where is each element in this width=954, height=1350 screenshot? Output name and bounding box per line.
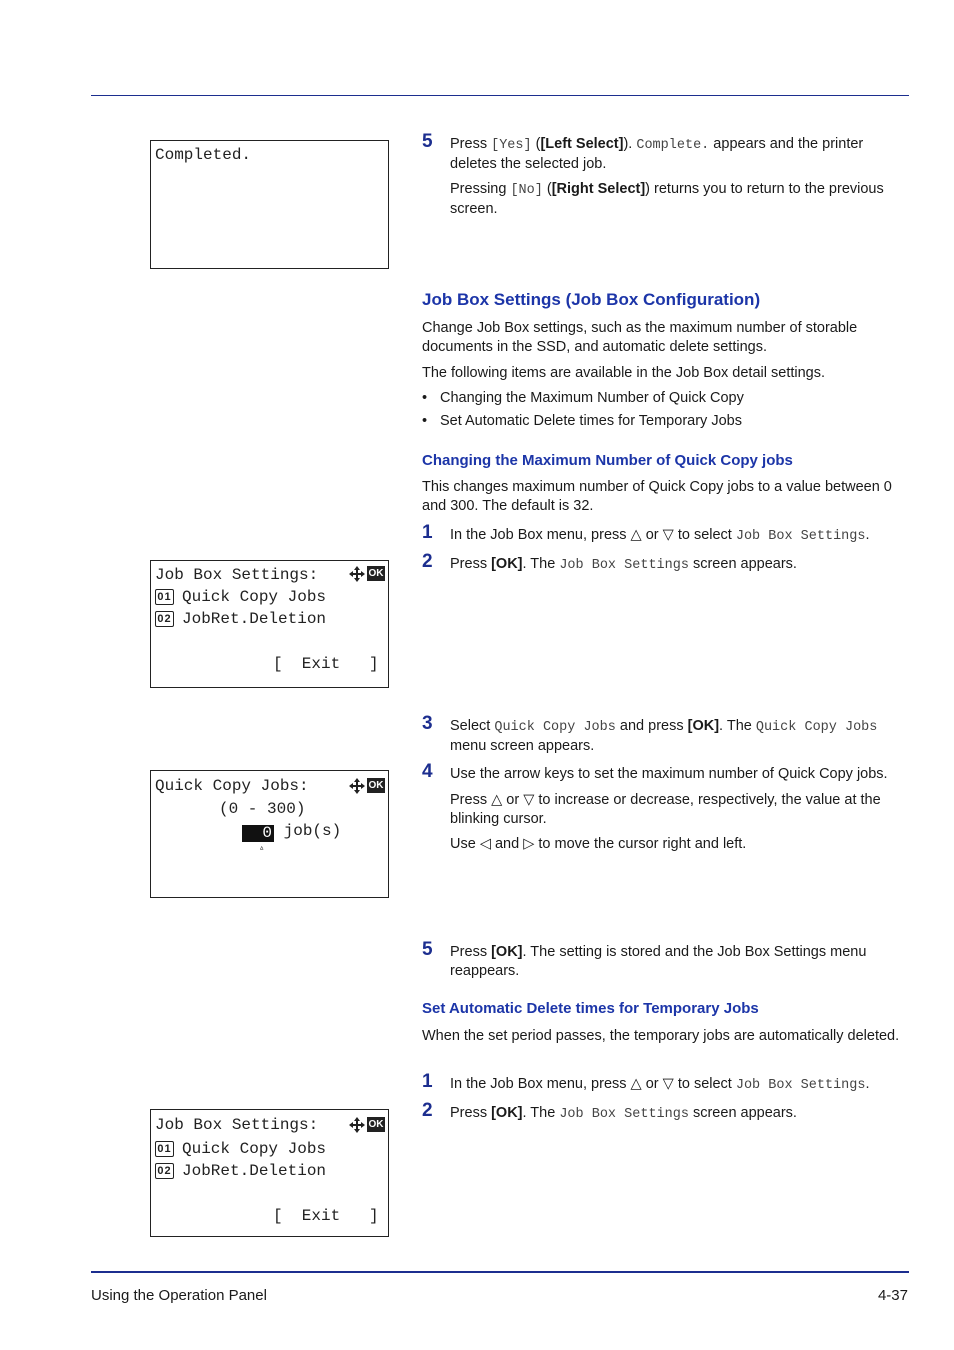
footer-rule [91,1271,909,1273]
bullet-item: • Changing the Maximum Number of Quick Copy [422,390,744,406]
step-1: 1 In the Job Box menu, press △ or ▽ to select Job Box Settings. [422,1071,870,1093]
ok-icon: OK [368,780,384,791]
lcd-job-box-settings-screen [150,1109,389,1237]
step-number: 5 [422,131,433,152]
step-2: 2 Press [OK]. The Job Box Settings screen appears. [422,551,797,573]
lcd-title: Job Box Settings: [155,1116,319,1134]
lcd-title: Quick Copy Jobs: [155,777,309,795]
lcd-message: Completed. [155,146,252,164]
header-rule [91,95,909,96]
yes-option: [Yes] [491,138,532,153]
item-number-icon: 02 [155,1163,174,1179]
menu-item-quick-copy-jobs: 01 Quick Copy Jobs [155,588,326,606]
bullet-item: • Set Automatic Delete times for Temporary Jobs [422,413,742,429]
intro-paragraph: Change Job Box settings, such as the maximum number of storable documents in the SSD, and automatic delete settings. [422,320,858,355]
item-number-icon: 02 [155,611,174,627]
step-1: 1 In the Job Box menu, press △ or ▽ to select Job Box Settings. [422,522,870,544]
item-number-icon: 01 [155,589,174,605]
step-5-delete [422,131,912,219]
section-title: Job Box Settings (Job Box Configuration) [422,290,761,309]
lcd-completed-screen [150,140,389,269]
range-text: (0 - 300) [219,800,306,818]
value-row [242,822,341,842]
arrow-keys-icon [348,1116,366,1134]
step-text: Press [Yes] ([Left Select]). Complete. appears and the printer deletes the selected job. [450,136,864,172]
ok-key: [OK] [491,944,523,960]
left-select-key: [Left Select] [540,136,624,152]
complete-message: Complete. [636,138,710,153]
ok-key: [OK] [491,556,523,572]
step-5: 5 Press [OK]. The setting is stored and the Job Box Settings menu reappears. [422,939,867,979]
lcd-job-box-settings-screen [150,560,389,688]
ok-key: [OK] [491,1105,523,1121]
right-select-key: [Right Select] [551,181,646,197]
footer-section-title: Using the Operation Panel [91,1287,267,1304]
arrow-keys-icon [348,777,366,795]
exit-softkey: [ Exit ] [273,655,379,673]
ok-icon: OK [368,1119,384,1130]
subsection-title-quick-copy: Changing the Maximum Number of Quick Copy jobs [422,452,793,469]
page-number: 4-37 [877,1287,908,1304]
step-4: 4 Use the arrow keys to set the maximum number of Quick Copy jobs. Press △ or ▽ to increase or decrease, respectively, the value at the blinking cursor. Use ◁ and ▷ to move the cursor right and left. [422,761,888,852]
unit-label: job(s) [283,822,342,840]
value-cursor: 0 [242,825,274,842]
subsection-description: This changes maximum number of Quick Copy jobs to a value between 0 and 300. The default is 32. [422,479,892,514]
menu-item-jobret-deletion: 02 JobRet.Deletion [155,1162,326,1180]
arrow-keys-icon [348,565,366,583]
step-note: Pressing [No] ([Right Select]) returns you to return to the previous screen. [450,181,884,217]
ok-key: [OK] [687,718,720,734]
step-3: 3 Select Quick Copy Jobs and press [OK]. The Quick Copy Jobs menu screen appears. [422,713,878,754]
lcd-title: Job Box Settings: [155,566,319,584]
item-number-icon: 01 [155,1141,174,1157]
lcd-quick-copy-jobs-screen [150,770,389,898]
intro-paragraph-2: The following items are available in the Job Box detail settings. [422,365,825,381]
ok-icon: OK [368,568,384,579]
menu-item-quick-copy-jobs: 01 Quick Copy Jobs [155,1140,326,1158]
step-2: 2 Press [OK]. The Job Box Settings screen appears. [422,1100,797,1122]
subsection-title-auto-delete: Set Automatic Delete times for Temporary Jobs [422,1000,759,1017]
no-option: [No] [510,183,543,198]
cursor-caret-icon: ▵ [259,843,265,853]
menu-item-jobret-deletion: 02 JobRet.Deletion [155,610,326,628]
exit-softkey: [ Exit ] [273,1207,379,1225]
subsection-description: When the set period passes, the temporary jobs are automatically deleted. [422,1028,900,1044]
